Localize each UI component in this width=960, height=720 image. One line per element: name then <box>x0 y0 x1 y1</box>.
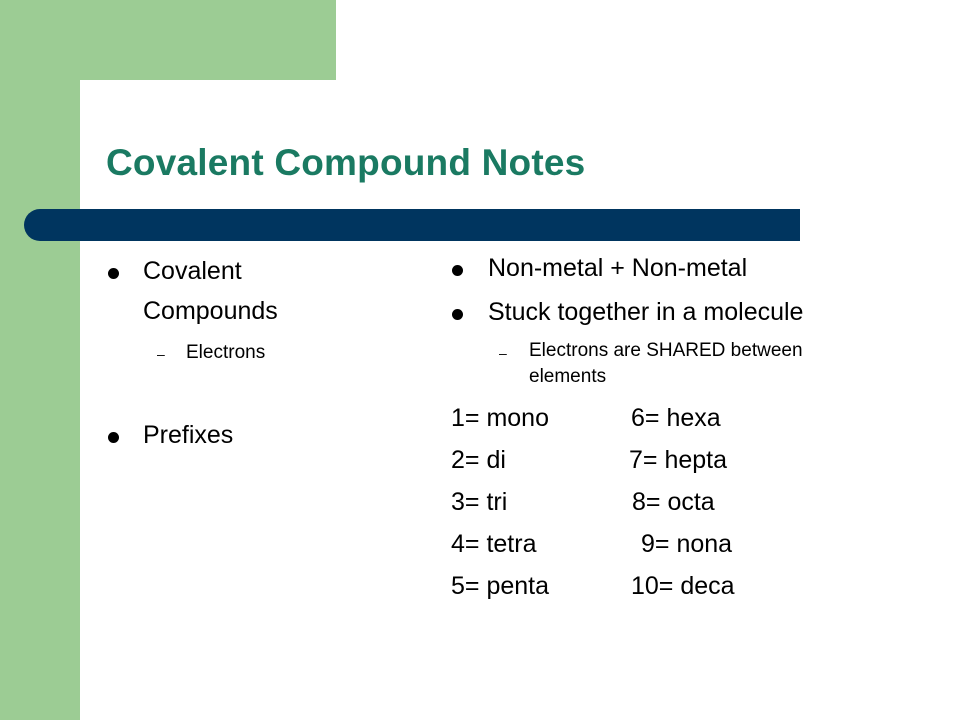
title-underline-bar <box>24 209 800 241</box>
right-subitem-shared-line1: Electrons are SHARED between <box>529 340 803 361</box>
prefix-penta: 5= penta <box>451 572 550 600</box>
left-subitem-electrons: Electrons <box>186 342 266 363</box>
left-item-covalent-line1: Covalent <box>143 257 242 285</box>
decorative-green-corner <box>80 0 336 80</box>
prefix-octa: 8= octa <box>632 488 715 516</box>
right-item-stuck-together: Stuck together in a molecule <box>488 298 804 326</box>
sub-bullet-dash: – <box>157 346 165 362</box>
sub-bullet-dash: – <box>499 345 507 361</box>
left-item-prefixes: Prefixes <box>143 421 234 449</box>
prefix-nona: 9= nona <box>641 530 733 558</box>
prefix-deca: 10= deca <box>631 572 735 600</box>
right-subitem-shared-line2: elements <box>529 366 607 387</box>
prefix-hexa: 6= hexa <box>631 404 721 432</box>
prefix-tri: 3= tri <box>451 488 508 516</box>
bullet-dot <box>108 432 119 443</box>
slide-title: Covalent Compound Notes <box>106 142 586 183</box>
prefix-hepta: 7= hepta <box>629 446 728 474</box>
prefix-di: 2= di <box>451 446 506 474</box>
left-item-covalent-line2: Compounds <box>143 297 278 325</box>
decorative-green-band <box>0 0 80 720</box>
bullet-dot <box>108 268 119 279</box>
prefix-tetra: 4= tetra <box>451 530 537 558</box>
prefix-mono: 1= mono <box>451 404 549 432</box>
bullet-dot <box>452 265 463 276</box>
right-item-nonmetal: Non-metal + Non-metal <box>488 254 748 282</box>
bullet-dot <box>452 309 463 320</box>
